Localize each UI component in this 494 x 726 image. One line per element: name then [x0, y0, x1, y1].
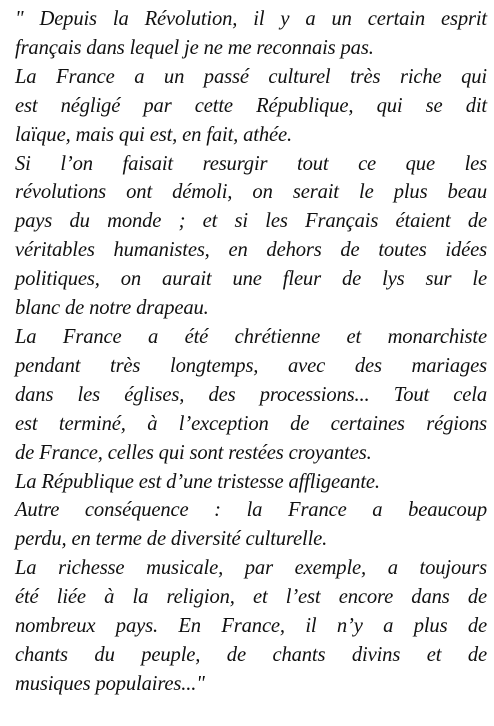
text-line: La France a un passé culturel très riche qui	[15, 65, 487, 88]
text-line: de France, celles qui sont restées croyantes.	[15, 441, 372, 464]
text-line: La richesse musicale, par exemple, a toujours	[15, 557, 487, 580]
paragraph-2	[15, 63, 487, 150]
text-line: Autre conséquence : la France a beaucoup	[15, 499, 487, 522]
text-line: dans les églises, des processions... Tout cela	[15, 383, 487, 406]
text-line: musiques populaires..."	[15, 672, 205, 695]
paragraph-5	[15, 468, 487, 497]
text-line: nombreux pays. En France, il n’y a plus de	[15, 615, 487, 638]
text-line: pays du monde ; et si les Français étaient de	[15, 210, 487, 233]
text-line: chants du peuple, de chants divins et de	[15, 643, 487, 666]
text-line: est négligé par cette République, qui se dit	[15, 94, 487, 117]
paragraph-1	[15, 5, 487, 63]
text-line: révolutions ont démoli, on serait le plus beau	[15, 181, 487, 204]
paragraph-3	[15, 150, 487, 323]
text-line: est terminé, à l’exception de certaines régions	[15, 412, 487, 435]
paragraph-6	[15, 496, 487, 554]
paragraph-7	[15, 554, 487, 699]
text-line: français dans lequel je ne me reconnais pas.	[15, 36, 374, 59]
text-line: Si l’on faisait resurgir tout ce que les	[15, 152, 487, 175]
text-line: perdu, en terme de diversité culturelle.	[15, 528, 328, 551]
text-line: La République est d’une tristesse affligeante.	[15, 470, 380, 493]
text-line: La France a été chrétienne et monarchiste	[15, 325, 487, 348]
text-line: blanc de notre drapeau.	[15, 297, 209, 320]
text-line: pendant très longtemps, avec des mariages	[15, 354, 487, 377]
text-line: été liée à la religion, et l’est encore dans de	[15, 586, 487, 609]
paragraph-4	[15, 323, 487, 468]
text-line: véritables humanistes, en dehors de toutes idées	[15, 239, 487, 262]
text-line: " Depuis la Révolution, il y a un certain esprit	[15, 8, 487, 30]
quote-text	[15, 5, 487, 699]
text-line: laïque, mais qui est, en fait, athée.	[15, 123, 293, 146]
text-line: politiques, on aurait une fleur de lys sur le	[15, 268, 487, 291]
